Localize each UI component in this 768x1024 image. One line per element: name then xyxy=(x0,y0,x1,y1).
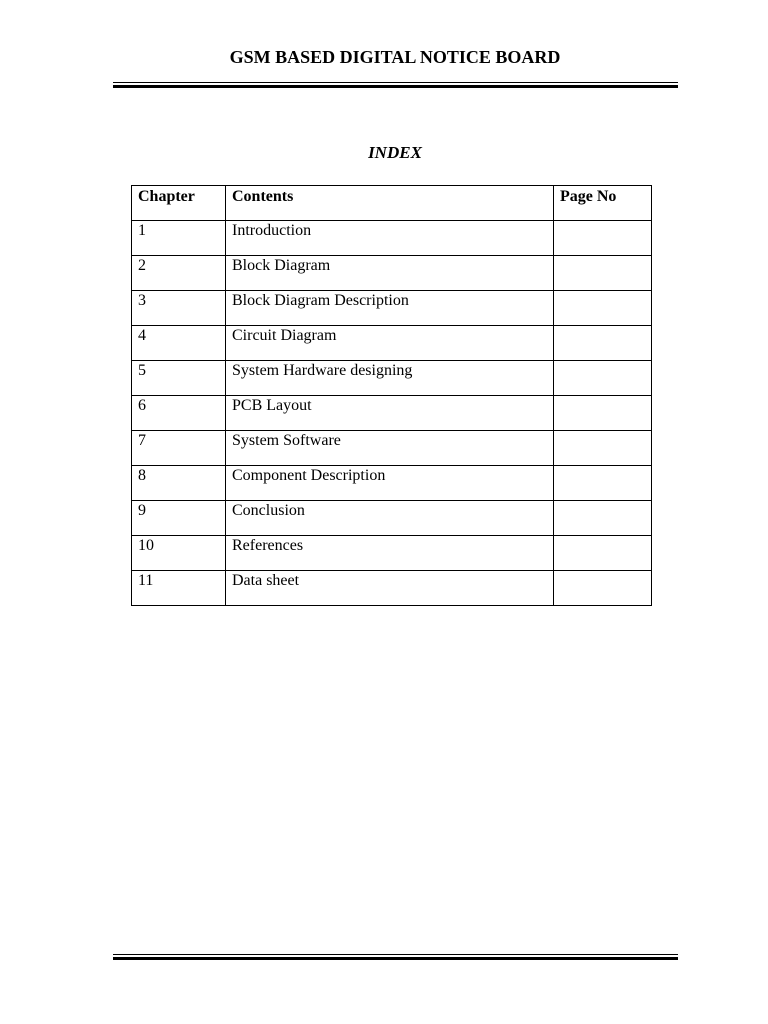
table-row xyxy=(132,571,652,606)
chapter-title: PCB Layout xyxy=(226,396,554,431)
column-header-contents: Contents xyxy=(226,186,554,221)
page-number xyxy=(554,256,652,291)
chapter-number: 1 xyxy=(132,221,226,256)
page-number xyxy=(554,571,652,606)
page-number xyxy=(554,466,652,501)
page-header-title: GSM BASED DIGITAL NOTICE BOARD xyxy=(229,47,561,67)
table-row xyxy=(132,291,652,326)
chapter-title: Conclusion xyxy=(226,501,554,536)
chapter-number: 8 xyxy=(132,466,226,501)
page-number xyxy=(554,536,652,571)
page-number xyxy=(554,361,652,396)
chapter-title: Circuit Diagram xyxy=(226,326,554,361)
index-heading: INDEX xyxy=(368,143,422,162)
table-row xyxy=(132,326,652,361)
chapter-number: 6 xyxy=(132,396,226,431)
chapter-number: 10 xyxy=(132,536,226,571)
column-header-page-no: Page No xyxy=(554,186,652,221)
chapter-number: 3 xyxy=(132,291,226,326)
page-number xyxy=(554,291,652,326)
table-row xyxy=(132,396,652,431)
footer-rule xyxy=(113,954,678,960)
chapter-title: Introduction xyxy=(226,221,554,256)
chapter-number: 7 xyxy=(132,431,226,466)
header-rule xyxy=(113,82,678,88)
index-header-row xyxy=(132,186,652,221)
index-table xyxy=(131,185,652,606)
chapter-title: Block Diagram xyxy=(226,256,554,291)
table-row xyxy=(132,501,652,536)
column-header-chapter: Chapter xyxy=(132,186,226,221)
table-row xyxy=(132,431,652,466)
page-number xyxy=(554,326,652,361)
chapter-number: 2 xyxy=(132,256,226,291)
chapter-title: System Software xyxy=(226,431,554,466)
chapter-number: 11 xyxy=(132,571,226,606)
page-number xyxy=(554,501,652,536)
chapter-title: Data sheet xyxy=(226,571,554,606)
chapter-number: 4 xyxy=(132,326,226,361)
page-number xyxy=(554,396,652,431)
chapter-title: Block Diagram Description xyxy=(226,291,554,326)
table-row xyxy=(132,361,652,396)
chapter-title: System Hardware designing xyxy=(226,361,554,396)
table-row xyxy=(132,256,652,291)
chapter-number: 5 xyxy=(132,361,226,396)
table-row xyxy=(132,536,652,571)
chapter-number: 9 xyxy=(132,501,226,536)
table-row xyxy=(132,221,652,256)
page-number xyxy=(554,431,652,466)
chapter-title: Component Description xyxy=(226,466,554,501)
page-number xyxy=(554,221,652,256)
table-row xyxy=(132,466,652,501)
chapter-title: References xyxy=(226,536,554,571)
